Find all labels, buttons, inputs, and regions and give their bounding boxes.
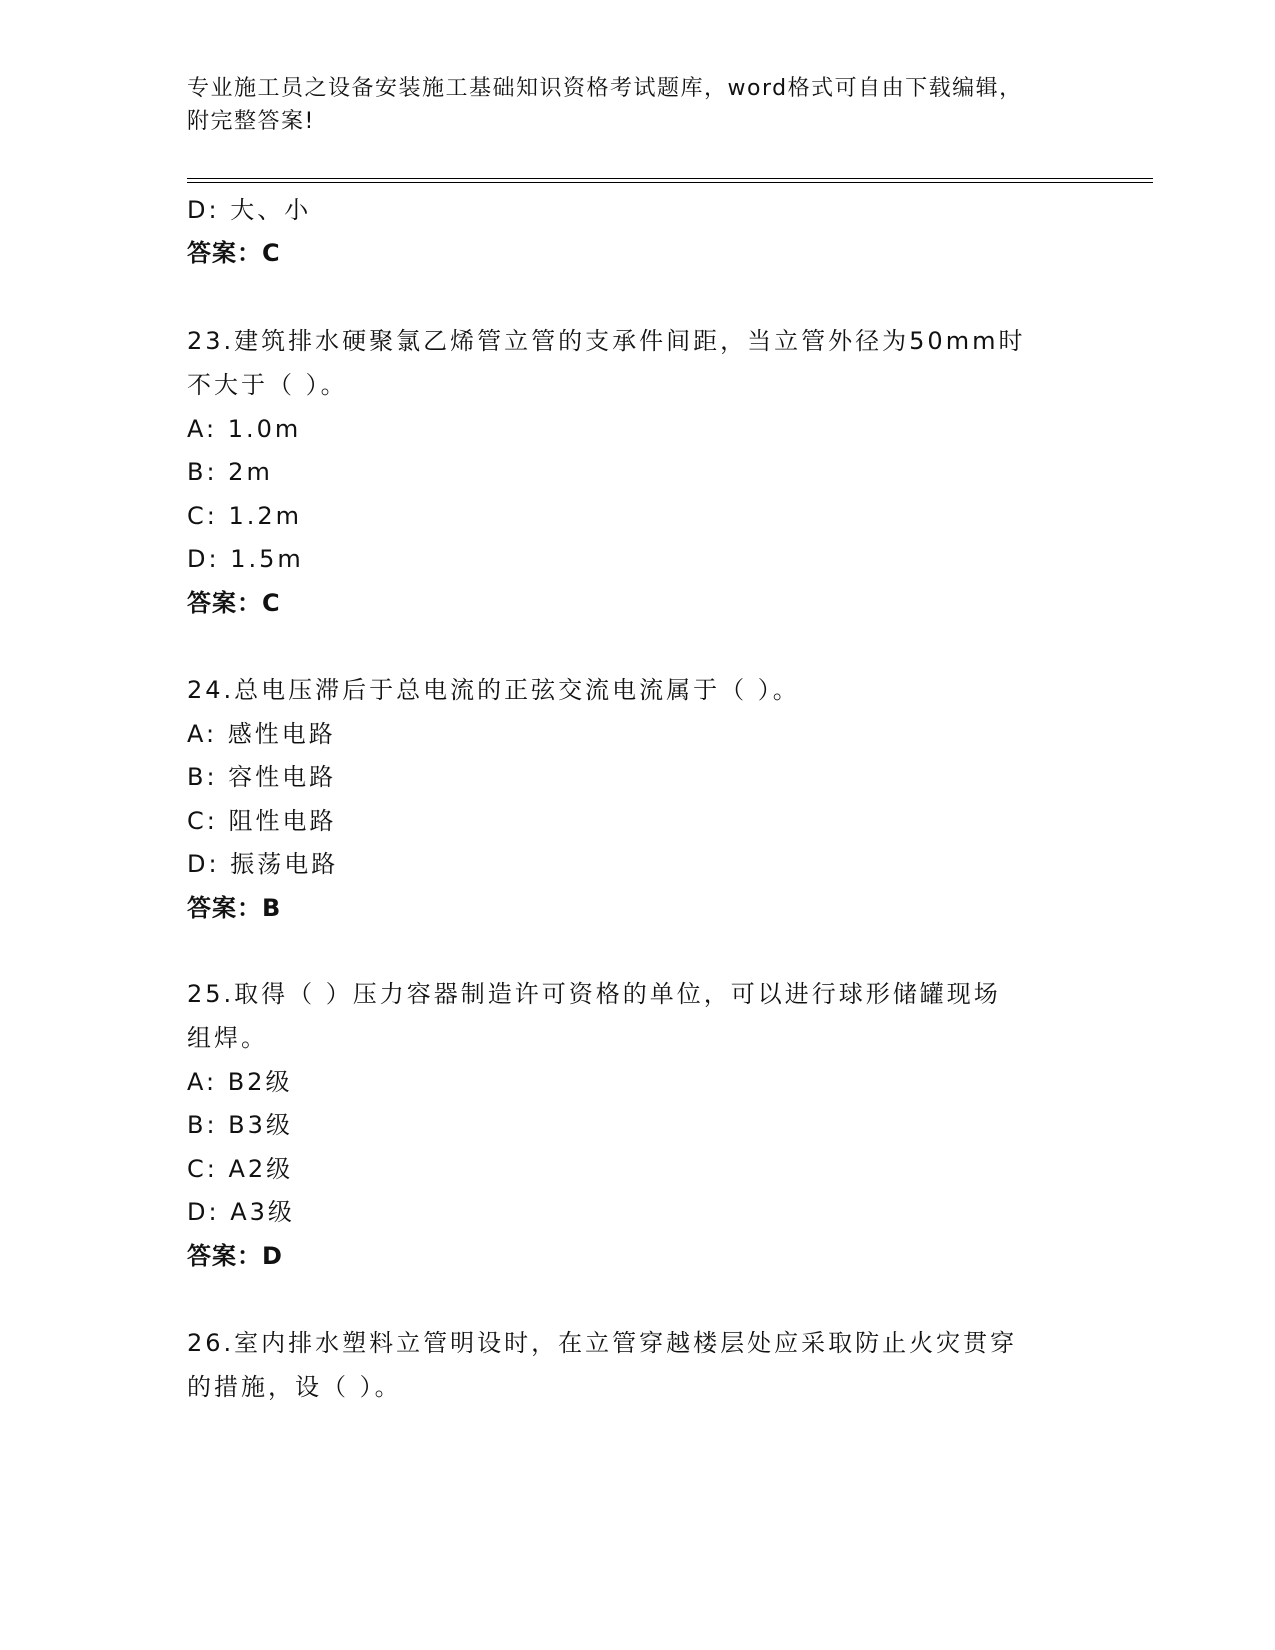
q24-option-d: D: 振荡电路 <box>187 850 339 878</box>
q24-answer: 答案：B <box>187 894 282 922</box>
header-divider-top <box>187 178 1153 179</box>
prev-answer: 答案：C <box>187 239 281 267</box>
q25-stem-line-2: 组焊。 <box>187 1024 268 1052</box>
document-header <box>187 72 1087 138</box>
q23-stem-line-1: 23.建筑排水硬聚氯乙烯管立管的支承件间距，当立管外径为50mm时 <box>187 327 1026 355</box>
header-line-2: 附完整答案! <box>187 109 315 134</box>
q24-option-c: C: 阻性电路 <box>187 807 337 835</box>
q23-option-b: B: 2m <box>187 458 273 486</box>
q23-stem-line-2: 不大于（ ）。 <box>187 371 348 399</box>
q25-option-c: C: A2级 <box>187 1155 294 1183</box>
q26-stem-line-2: 的措施，设（ ）。 <box>187 1373 402 1401</box>
q25-stem-line-1: 25.取得（ ）压力容器制造许可资格的单位，可以进行球形储罐现场 <box>187 980 1001 1008</box>
q25-answer: 答案：D <box>187 1242 283 1270</box>
header-line-1: 专业施工员之设备安装施工基础知识资格考试题库，word格式可自由下载编辑， <box>187 76 1023 101</box>
q25-option-d: D: A3级 <box>187 1198 295 1226</box>
q25-option-b: B: B3级 <box>187 1111 293 1139</box>
q23-option-a: A: 1.0m <box>187 415 302 443</box>
q24-option-a: A: 感性电路 <box>187 720 336 748</box>
q24-stem-line-1: 24.总电压滞后于总电流的正弦交流电流属于（ ）。 <box>187 676 800 704</box>
q23-answer: 答案：C <box>187 589 281 617</box>
q26-stem-line-1: 26.室内排水塑料立管明设时，在立管穿越楼层处应采取防止火灾贯穿 <box>187 1329 1018 1357</box>
q24-option-b: B: 容性电路 <box>187 763 337 791</box>
prev-option-d: D: 大、小 <box>187 196 312 224</box>
q23-option-c: C: 1.2m <box>187 502 303 530</box>
q25-option-a: A: B2级 <box>187 1068 293 1096</box>
header-divider-bottom <box>187 182 1153 183</box>
q23-option-d: D: 1.5m <box>187 545 304 573</box>
